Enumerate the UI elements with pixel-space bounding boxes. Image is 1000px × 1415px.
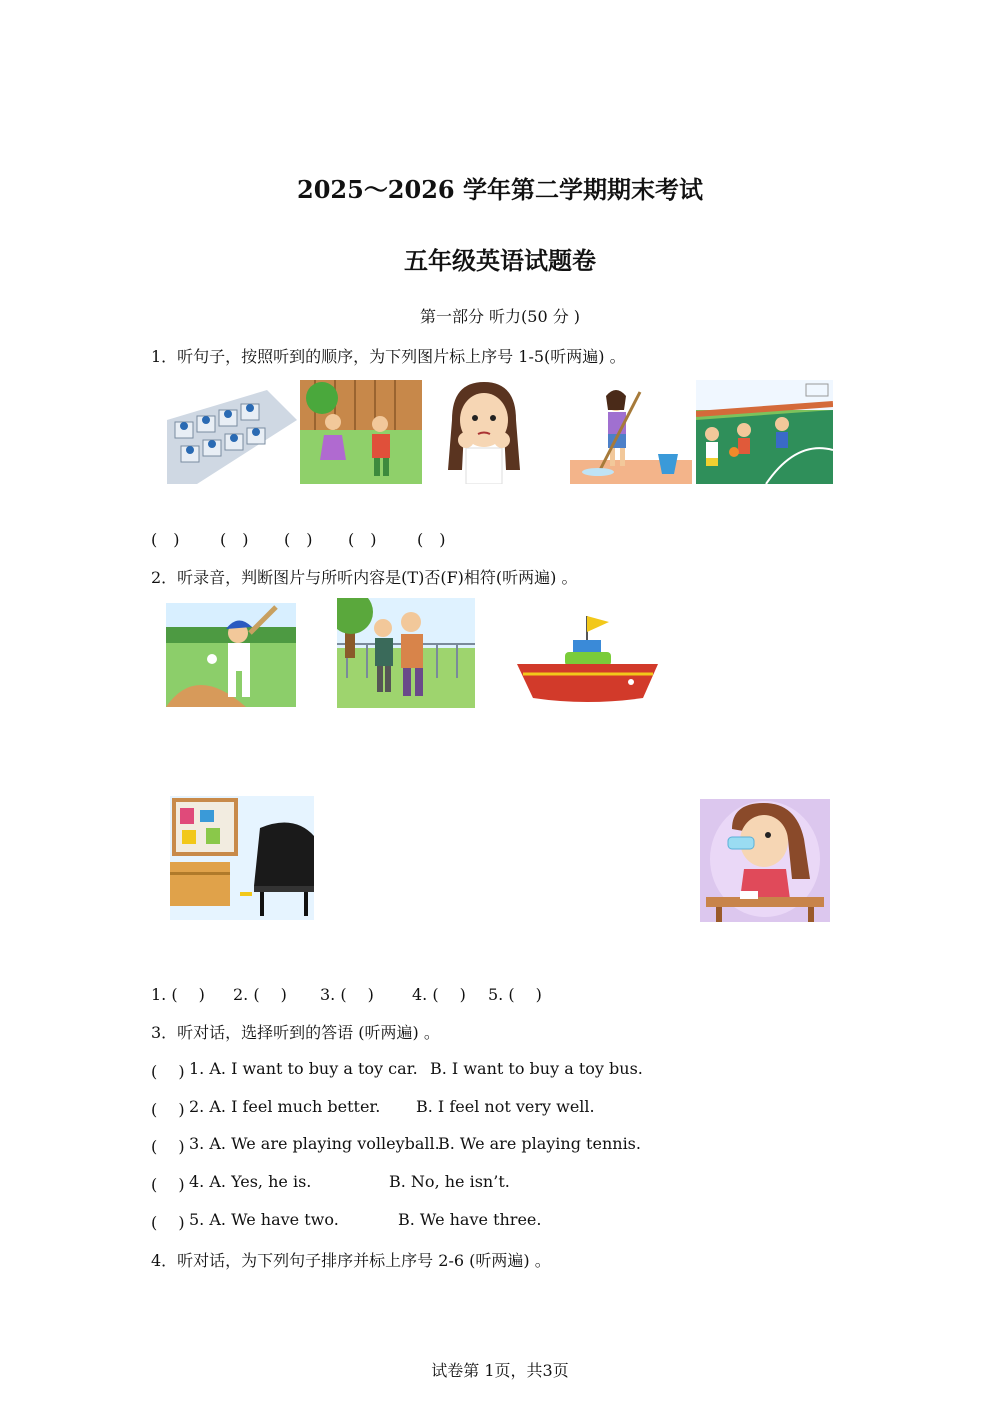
answer-blank[interactable]: ( ) bbox=[151, 1175, 185, 1194]
answer-blank[interactable]: 5. ( ) bbox=[488, 985, 542, 1004]
girl-worried-picture bbox=[440, 380, 528, 484]
question-4-prompt: 4．听对话，为下列句子排序并标上序号 2-6 (听两遍) 。 bbox=[151, 1251, 551, 1270]
answer-blank[interactable]: 1. ( ) bbox=[151, 985, 205, 1004]
answer-blank[interactable]: ( ) bbox=[151, 530, 180, 549]
girl-mopping-picture bbox=[570, 380, 692, 484]
answer-blank[interactable]: ( ) bbox=[151, 1062, 185, 1081]
children-walking-picture bbox=[300, 380, 422, 484]
page-footer: 试卷第 1页，共3页 bbox=[431, 1361, 569, 1380]
answer-blank[interactable]: ( ) bbox=[417, 530, 446, 549]
answer-blank[interactable]: ( ) bbox=[151, 1137, 185, 1156]
option-a: 2. A. I feel much better. bbox=[189, 1097, 381, 1116]
music-room-piano-picture bbox=[170, 796, 314, 920]
toy-boat-picture bbox=[515, 610, 660, 706]
answer-blank[interactable]: ( ) bbox=[151, 1100, 185, 1119]
option-b: B. We have three. bbox=[398, 1210, 542, 1229]
classroom-desks-picture bbox=[167, 380, 297, 484]
option-b: B. I feel not very well. bbox=[416, 1097, 595, 1116]
exam-subtitle: 五年级英语试题卷 bbox=[404, 246, 596, 275]
question-3-prompt: 3．听对话，选择听到的答语 (听两遍) 。 bbox=[151, 1023, 440, 1042]
option-a: 4. A. Yes, he is. bbox=[189, 1172, 312, 1191]
girl-drinking-water-picture bbox=[700, 799, 830, 922]
boy-helping-old-man-picture bbox=[337, 598, 475, 708]
answer-blank[interactable]: ( ) bbox=[348, 530, 377, 549]
option-a: 5. A. We have two. bbox=[189, 1210, 339, 1229]
answer-blank[interactable]: 3. ( ) bbox=[320, 985, 374, 1004]
answer-blank[interactable]: 2. ( ) bbox=[233, 985, 287, 1004]
option-a: 1. A. I want to buy a toy car. bbox=[189, 1059, 418, 1078]
answer-blank[interactable]: ( ) bbox=[220, 530, 249, 549]
answer-blank[interactable]: 4. ( ) bbox=[412, 985, 466, 1004]
answer-blank[interactable]: ( ) bbox=[284, 530, 313, 549]
option-b: B. We are playing tennis. bbox=[438, 1134, 641, 1153]
option-a: 3. A. We are playing volleyball. bbox=[189, 1134, 440, 1153]
question-2-prompt: 2．听录音，判断图片与所听内容是(T)否(F)相符(听两遍) 。 bbox=[151, 568, 578, 587]
option-b: B. No, he isn’t. bbox=[389, 1172, 510, 1191]
boys-playing-basketball-picture bbox=[696, 380, 833, 484]
exam-title: 2025～2026 学年第二学期期末考试 bbox=[297, 175, 703, 204]
part-heading: 第一部分 听力(50 分 ) bbox=[419, 307, 581, 326]
question-1-prompt: 1．听句子，按照听到的顺序，为下列图片标上序号 1-5(听两遍) 。 bbox=[151, 347, 626, 366]
answer-blank[interactable]: ( ) bbox=[151, 1213, 185, 1232]
boy-playing-baseball-picture bbox=[166, 603, 296, 707]
option-b: B. I want to buy a toy bus. bbox=[430, 1059, 643, 1078]
